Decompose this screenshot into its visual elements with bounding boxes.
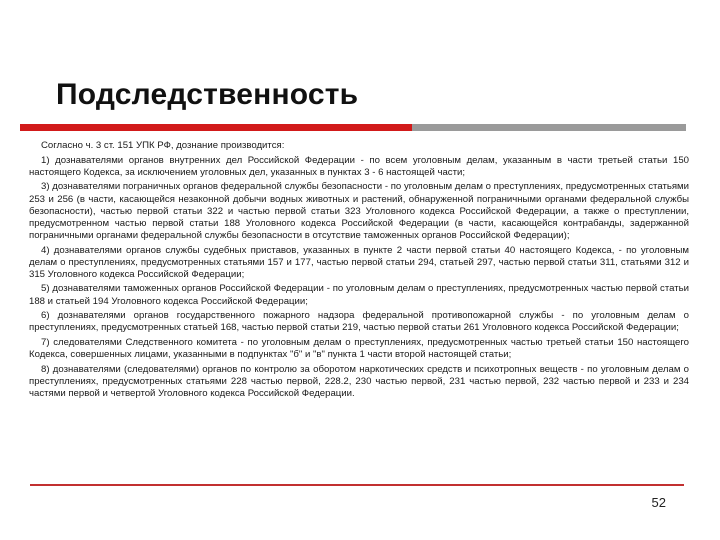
body-paragraph-7: 7) следователями Следственного комитета - по уголовным делам о преступлениях, предусмотренных частью третьей статьи 150 настоящего Кодекса, совершенных лицами, указанными в подпунктах "б" и "в" пункта 1 части второй настоящей статьи; <box>29 336 689 361</box>
page-number: 52 <box>651 495 666 510</box>
footer-divider <box>30 484 684 486</box>
body-paragraph-3: 3) дознавателями пограничных органов федеральной службы безопасности - по уголовным делам о преступлениях, предусмотренных статьями 253 и 256 (в части, касающейся незаконной добычи водных животных и растений, обнаруженной пограничными органами федеральной службы безопасности), частью первой статьи 322 и частью первой статьи 323 Уголовного кодекса Российской Федерации, а также о преступлении, предусмотренном частью первой статьи 188 Уголовного кодекса Российской Федерации (в части, касающейся контрабанды, задержанной пограничными органами федеральной службы безопасности в отсутствие таможенных органов Российской Федерации); <box>29 181 689 241</box>
body-paragraph-1: 1) дознавателями органов внутренних дел Российской Федерации - по всем уголовным делам, указанным в части третьей статьи 150 настоящего Кодекса, за исключением уголовных дел, указанных в пунктах 3 - 6 настоящей части; <box>29 154 689 178</box>
body-paragraph-intro: Согласно ч. 3 ст. 151 УПК РФ, дознание производится: <box>41 140 285 151</box>
body-paragraph-8: 8) дознавателями (следователями) органов по контролю за оборотом наркотических средств и психотропных веществ - по уголовным делам о преступлениях, предусмотренных статьями 228 частью первой, 228.2, 230 частью первой, 231 частью первой, 232 частью первой и 233 и 234 частями первой и четвертой Уголовного кодекса Российской Федерации. <box>29 363 689 399</box>
title-underline-red <box>20 124 412 131</box>
body-paragraph-6: 6) дознавателями органов государственного пожарного надзора федеральной противопожарной службы - по уголовным делам о преступлениях, предусмотренных статьей 168, частью первой статьи 219, частью первой статьи 261 Уголовного кодекса Российской Федерации; <box>29 310 689 334</box>
body-paragraph-4: 4) дознавателями органов службы судебных приставов, указанных в пункте 2 части первой статьи 40 настоящего Кодекса, - по уголовным делам о преступлениях, предусмотренных статьями 157 и 177, частью первой статьи 294, статьей 297, частью первой статьи 311, статьями 312 и 315 Уголовного кодекса Российской Федерации; <box>29 244 689 280</box>
title-underline-gray <box>412 124 686 131</box>
slide-body <box>29 140 689 403</box>
body-paragraph-5: 5) дознавателями таможенных органов Российской Федерации - по уголовным делам о преступлениях, предусмотренных частью первой статьи 188 и статьей 194 Уголовного кодекса Российской Федерации; <box>29 283 689 307</box>
slide-title: Подследственность <box>56 78 359 111</box>
